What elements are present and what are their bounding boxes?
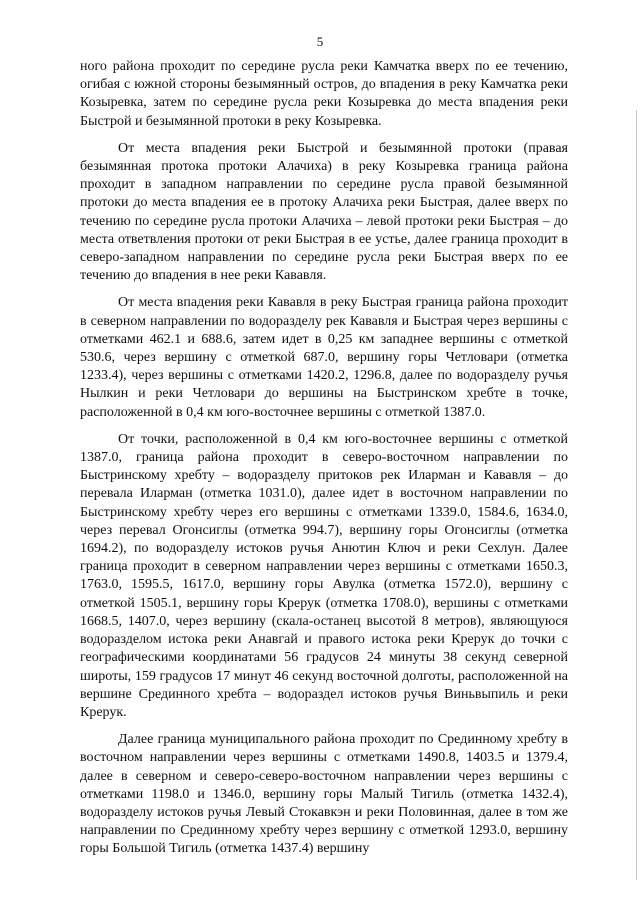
paragraph-1: ного района проходит по середине русла реки Камчатка вверх по ее течению, огибая с южной стороны безымянный остров, до впадения в реку Камчатка реки Козыревка, затем по середине русла реки Козыревка до места впадения реки Быстрой и безымянной протоки в реку Козыревка. [80, 59, 568, 129]
paragraph-2: От места впадения реки Быстрой и безымянной протоки (правая безымянная протока протоки Алачиха) в реку Козыревка граница района проходит в западном направлении по середине русла правой безымянной протоки до места впадения ее в протоку Алачиха реки Быстрая, далее вверх по течению по середине русла протоки Алачиха – левой протоки реки Быстрая – до места ответвления протоки от реки Быстрая в ее устье, далее граница проходит в северо-западном направлении по середине русла реки Быстрая вверх по ее течению до впадения в нее реки Кававля. [80, 140, 568, 284]
paragraph-5: Далее граница муниципального района проходит по Срединному хребту в восточном направлении через вершины с отметками 1490.8, 1403.5 и 1379.4, далее в северном и северо-северо-восточном направлении через вершины с отметками 1198.0 и 1346.0, вершину горы Малый Тигиль (отметка 1432.4), водоразделу истоков ручья Левый Стокавкэн и реки Половинная, далее в том же направлении по Срединному хребту через вершину с отметкой 1293.0, вершину горы Большой Тигиль (отметка 1437.4) вершину [80, 732, 568, 857]
paragraph-4: От точки, расположенной в 0,4 км юго-восточнее вершины с отметкой 1387.0, граница района проходит в северо-восточном направлении по Быстринскому хребту – водоразделу притоков рек Иларман и Кававля – до перевала Иларман (отметка 1031.0), далее идет в восточном направлении по Быстринскому хребту через его вершины с отметками 1339.0, 1584.6, 1634.0, через перевал Огонсиглы (отметка 994.7), вершину горы Огонсиглы (отметка 1694.2), по водоразделу истоков ручья Анютин Ключ и реки Сехлун. Далее граница проходит в северном направлении через вершины с отметками 1650.3, 1763.0, 1595.5, 1617.0, вершину горы Авулка (отметка 1572.0), вершину с отметкой 1505.1, вершину горы Крерук (отметка 1708.0), вершины с отметками 1668.5, 1407.0, через вершину (скала-останец высотой 8 метров), являющуюся водоразделом истока реки Анавгай и правого истока реки Крерук до точки с географическими координатами 56 градусов 24 минуты 38 секунд северной широты, 159 градусов 17 минут 46 секунд восточной долготы, расположенной на вершине Срединного хребта – водораздел истоков ручья Виньвыпиль и реки Крерук. [80, 431, 568, 720]
scan-edge-line [636, 110, 637, 880]
document-body [80, 58, 568, 868]
page-number: 5 [316, 34, 324, 49]
paragraph-3: От места впадения реки Кававля в реку Быстрая граница района проходит в северном направлении по водоразделу рек Кававля и Быстрая через вершины с отметками 462.1 и 688.6, затем идет в 0,25 км западнее вершины с отметкой 530.6, через вершину с отметкой 687.0, вершину горы Четловари (отметка 1233.4), через вершины с отметками 1420.2, 1296.8, далее по водоразделу ручья Нылкин и реки Четловари до вершины на Быстринском хребте в точке, расположенной в 0,4 км юго-восточнее вершины с отметкой 1387.0. [80, 295, 568, 420]
